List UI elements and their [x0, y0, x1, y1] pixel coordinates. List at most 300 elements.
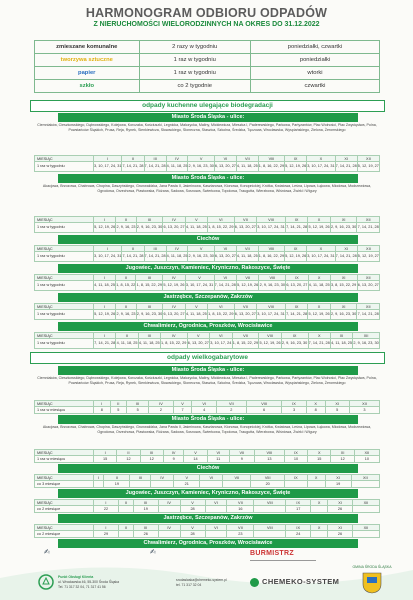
month-header-label: MIESIĄC [35, 500, 94, 506]
contact-tel: tel. 71 317 32 04 [176, 583, 202, 587]
month-header: IV [163, 304, 185, 310]
pickup-days-cell: 6 [246, 407, 282, 414]
type-row [35, 80, 380, 93]
type-row [35, 41, 380, 54]
pickup-days-cell: 5, 12, 19, 27 [357, 252, 379, 262]
month-header: VII [232, 333, 259, 339]
schedule-row [35, 252, 380, 262]
month-header: XII [349, 401, 379, 407]
month-header: II [110, 401, 127, 407]
month-header: IX [285, 217, 307, 223]
month-header: I [94, 333, 116, 339]
contact-phone: Tel. 71 317 32 04, 71 317 41 56 [58, 585, 106, 589]
month-header: I [94, 246, 122, 252]
pickup-days-cell: 26 [133, 531, 158, 538]
pickup-days-cell: 7, 14, 21, 28 [122, 162, 144, 172]
month-header: II [122, 156, 144, 162]
schedule-table [34, 216, 380, 233]
pickup-days-cell: 6, 13, 20, 27 [234, 223, 256, 233]
type-frequency: co 2 tygodnie [139, 80, 250, 93]
area-bar: Jastrzębce, Szczepanów, Zakrzów [58, 293, 358, 302]
pickup-days-cell: 3, 10, 17, 24, 31 [307, 252, 335, 262]
type-name: zmieszane komunalne [35, 41, 140, 54]
type-frequency: 2 razy w tygodniu [139, 41, 250, 54]
schedule-table [34, 449, 380, 463]
pickup-days-cell: 6, 13, 20, 27 [357, 281, 380, 291]
pickup-days-cell: 4, 11, 18, 25 [166, 162, 188, 172]
month-header: VII [236, 275, 258, 281]
pickup-days-cell: 5, 12, 19, 26 [94, 310, 116, 320]
frequency-label: 1 raz w miesiącu [35, 407, 94, 414]
schedule-table [34, 274, 380, 291]
schedule-row [35, 506, 380, 513]
frequency-label: 1 raz w tygodniu [35, 281, 94, 291]
pickup-days-cell: 7, 14, 21, 28 [214, 281, 236, 291]
area-bar: Miasto Środa Śląska - ulice: [58, 415, 358, 424]
month-header: X [307, 475, 325, 481]
signature-2: ✍ [150, 549, 156, 556]
month-header: VII [223, 475, 251, 481]
schedule-table [34, 332, 380, 349]
pickup-days-cell: 7, 14, 21, 28 [285, 310, 307, 320]
schedule-table [34, 245, 380, 262]
schedule-table [34, 474, 380, 488]
frequency-label: 1 raz w tygodniu [35, 339, 94, 349]
area-bar: Jastrzębce, Szczepanów, Zakrzów [58, 514, 358, 523]
month-header: IX [286, 500, 311, 506]
pickup-days-cell: 3, 10, 17, 24, 31 [94, 162, 122, 172]
pickup-days-cell: 2, 9, 16, 23, 30 [330, 310, 357, 320]
month-header: VIII [257, 217, 286, 223]
month-header: VII [227, 525, 254, 531]
month-header-label: MIESIĄC [35, 275, 94, 281]
area-bar: Ciechów [58, 464, 358, 473]
pickup-days-cell: 4, 11, 18, 25 [116, 339, 138, 349]
street-list: Ciemniaków, Cieszkowskiego, Dąbrowskiego, Kolejowa, Korczaka, Kościuszki, Legnicka, Malczycka, Maliny, Mickiewicza, Mieszka I, Paderewskiego, Parkowa, Partyzantów, Plac Wolności, Plac Zwycięstwa, Polna, Powstańców Śląskich, Prusa, Reja, Rynek, Sienkiewicza, Słowackiego, Słoneczna, Staszica, Szkolna, Średzka, Tęczowa, Wrocławska, Wyspiańskiego, Zielona, Żeromskiego [37, 123, 377, 132]
pickup-days-cell: 29 [94, 531, 119, 538]
month-header: XII [353, 333, 380, 339]
month-header: XI [335, 246, 357, 252]
month-header: VII [229, 450, 254, 456]
area-bar: Miasto Środa Śląska - ulice: [58, 174, 358, 183]
pickup-days-cell: 7, 14, 21, 28 [357, 310, 380, 320]
pickup-days-cell: 3, 10, 17, 24, 31 [94, 252, 122, 262]
pickup-days-cell: 11 [207, 456, 229, 463]
month-header: VIII [254, 525, 286, 531]
month-header: IX [281, 333, 308, 339]
month-header: XI [330, 304, 357, 310]
pickup-days-cell [130, 481, 151, 488]
month-header-label: MIESIĄC [35, 333, 94, 339]
month-header: VI [200, 475, 223, 481]
pickup-days-cell: 5 [325, 407, 349, 414]
month-header: V [180, 525, 205, 531]
waste-types-table [34, 40, 380, 93]
pickup-days-cell: 19 [104, 481, 130, 488]
contact-email[interactable]: srodaslaska@chemeko-system.pl [176, 578, 227, 582]
month-header: IX [284, 450, 307, 456]
month-header: XII [357, 217, 380, 223]
month-header: VI [207, 304, 234, 310]
pickup-days-cell: 1, 8, 15, 22, 29 [207, 223, 234, 233]
pickup-days-cell: 26 [328, 531, 353, 538]
pickup-days-cell [352, 506, 379, 513]
month-header: XII [352, 525, 379, 531]
pickup-days-cell: 10 [284, 456, 307, 463]
pickup-days-cell: 2, 9, 16, 23, 30 [281, 339, 308, 349]
type-days: poniedziałki [250, 54, 379, 67]
month-header: XI [328, 525, 353, 531]
month-header: II [117, 450, 140, 456]
month-header: X [308, 275, 330, 281]
signature-1: ✍ [44, 549, 50, 556]
month-header: V [173, 401, 192, 407]
schedule-row [35, 162, 380, 172]
schedule-row [35, 281, 380, 291]
pickup-days-cell: 1, 8, 16, 22, 29 [258, 252, 284, 262]
schedule-row [35, 407, 380, 414]
frequency-label: 1 raz w miesiącu [35, 456, 94, 463]
pickup-days-cell: 10 [354, 456, 379, 463]
pickup-days-cell: 4, 11, 18, 25 [138, 339, 160, 349]
month-header-label: MIESIĄC [35, 217, 94, 223]
pickup-days-cell: 4, 11, 18, 25 [236, 162, 258, 172]
month-header: IX [286, 275, 308, 281]
month-header: IV [158, 525, 180, 531]
month-header: VIII [254, 450, 284, 456]
footer-web [176, 578, 227, 588]
month-header: XI [331, 450, 354, 456]
month-header: X [311, 525, 328, 531]
month-header: VII [236, 246, 258, 252]
month-header: I [94, 475, 104, 481]
month-header: III [144, 246, 166, 252]
month-header: XI [325, 401, 349, 407]
pickup-days-cell: 23 [227, 531, 254, 538]
coat-of-arms-icon [362, 572, 382, 594]
frequency-label: 1 raz w tygodniu [35, 252, 94, 262]
month-header-label: MIESIĄC [35, 246, 94, 252]
month-header: VI [205, 500, 227, 506]
footer-wave [0, 548, 413, 600]
month-header: XII [357, 156, 379, 162]
month-header: V [184, 450, 207, 456]
schedule-row [35, 339, 380, 349]
month-header-label: MIESIĄC [35, 525, 94, 531]
month-header: IV [163, 217, 185, 223]
month-header: X [308, 333, 330, 339]
pickup-days-cell: 17 [286, 506, 311, 513]
street-list: Ciemniaków, Cieszkowskiego, Dąbrowskiego, Kolejowa, Korczaka, Kościuszki, Legnicka, Malczycka, Maliny, Mickiewicza, Mieszka I, Paderewskiego, Parkowa, Partyzantów, Plac Wolności, Plac Zwycięstwa, Polna, Powstańców Śląskich, Prusa, Reja, Rynek, Sienkiewicza, Słowackiego, Słoneczna, Staszica, Szkolna, Średzka, Tęczowa, Wrocławska, Wyspiańskiego, Zielona, Żeromskiego [37, 376, 377, 385]
schedule-row [35, 531, 380, 538]
contact-title: Punkt Obsługi Klienta [58, 575, 94, 579]
pickup-days-cell: 19 [325, 481, 351, 488]
pickup-days-cell: 4, 11, 18, 25 [236, 252, 258, 262]
recycle-icon [38, 574, 54, 590]
schedule-table [34, 499, 380, 513]
pickup-days-cell [284, 481, 307, 488]
pickup-days-cell: 5 [110, 407, 127, 414]
month-header: IV [151, 475, 174, 481]
pickup-days-cell: 2 [149, 407, 173, 414]
month-header: X [306, 401, 325, 407]
month-header: II [104, 475, 130, 481]
month-header: VI [210, 333, 232, 339]
month-header: V [185, 217, 207, 223]
pickup-days-cell: 4, 11, 18, 25 [166, 252, 188, 262]
pickup-days-cell: 20 [251, 481, 284, 488]
pickup-days-cell: 24 [286, 531, 311, 538]
pickup-days-cell: 26 [328, 506, 353, 513]
pickup-days-cell [200, 481, 223, 488]
pickup-days-cell [254, 531, 286, 538]
type-row [35, 54, 380, 67]
gmina-label: GMINA ŚRODA ŚLĄSKA [352, 565, 392, 569]
month-header: VII [234, 304, 256, 310]
month-header: XI [335, 156, 357, 162]
pickup-days-cell [307, 481, 325, 488]
schedule-table [34, 303, 380, 320]
schedule-row [35, 456, 380, 463]
month-header: X [308, 450, 331, 456]
month-header: II [116, 217, 136, 223]
area-bar: Miasto Środa Śląska - ulice: [58, 366, 358, 375]
month-header: X [308, 304, 330, 310]
pickup-days-cell: 1, 8, 15, 22, 29 [160, 339, 187, 349]
footer-contact [58, 575, 119, 590]
pickup-days-cell: 5, 12, 19, 26 [259, 339, 281, 349]
month-header: XII [357, 304, 380, 310]
month-header: II [116, 304, 136, 310]
month-header: XI [328, 500, 353, 506]
schedule-table [34, 400, 380, 414]
pickup-days-cell: 8 [94, 407, 111, 414]
month-header: IV [163, 450, 183, 456]
month-header: XI [325, 475, 351, 481]
pickup-days-cell: 8 [306, 407, 325, 414]
schedule-row [35, 223, 380, 233]
month-header-label: MIESIĄC [35, 450, 94, 456]
month-header: IV [160, 333, 187, 339]
pickup-days-cell: 15 [94, 456, 117, 463]
month-header: X [307, 156, 335, 162]
month-header: IX [286, 525, 311, 531]
pickup-days-cell: 2, 9, 16, 23, 30 [259, 281, 286, 291]
pickup-days-cell: 2, 9, 16, 23 [116, 310, 136, 320]
month-header: III [127, 401, 149, 407]
month-header: IV [149, 401, 173, 407]
month-header: VIII [257, 304, 286, 310]
month-header: XII [357, 275, 380, 281]
company-name: CHEMEKO-SYSTEM [262, 577, 340, 586]
pickup-days-cell: 7, 14, 21, 28 [285, 223, 307, 233]
type-days: poniedziałki, czwartki [250, 41, 379, 54]
pickup-days-cell [151, 481, 174, 488]
month-header: IV [166, 156, 188, 162]
month-header: II [116, 275, 136, 281]
pickup-days-cell: 4, 11, 18, 25 [185, 310, 207, 320]
pickup-days-cell: 16 [227, 506, 254, 513]
month-header: II [116, 333, 138, 339]
frequency-label: co 2 miesiące [35, 506, 94, 513]
pickup-days-cell: 21 [174, 481, 200, 488]
month-header: III [130, 475, 151, 481]
page-title: HARMONOGRAM ODBIORU ODPADÓW [85, 6, 328, 20]
company-logo [250, 577, 339, 587]
pickup-days-cell: 28 [180, 506, 205, 513]
month-header-label: MIESIĄC [35, 401, 94, 407]
month-header: I [94, 401, 111, 407]
month-header: V [185, 304, 207, 310]
type-frequency: 1 raz w tygodniu [139, 54, 250, 67]
month-header: VII [216, 401, 246, 407]
stamp-text: BURMISTRZ [250, 550, 294, 557]
pickup-days-cell: 4, 11, 18, 25 [308, 281, 330, 291]
pickup-days-cell [118, 506, 133, 513]
pickup-days-cell: 5, 12, 19, 26 [285, 162, 307, 172]
month-header: V [187, 333, 209, 339]
pickup-days-cell: 15 [308, 456, 331, 463]
pickup-days-cell: 3, 8, 15, 22, 29 [330, 281, 357, 291]
area-bar: Jugowiec, Juszczyn, Kamieniec, Kryniczno, Rakoszyce, Święte [58, 264, 358, 273]
pickup-days-cell: 5 [127, 407, 149, 414]
pickup-days-cell: 4, 11, 18, 25 [94, 281, 116, 291]
pickup-days-cell [351, 481, 379, 488]
area-bar: Ciechów [58, 235, 358, 244]
pickup-days-cell: 2, 9, 16, 23 [116, 223, 136, 233]
month-header: III [136, 275, 163, 281]
pickup-days-cell: 12 [140, 456, 163, 463]
pickup-days-cell: 12 [331, 456, 354, 463]
month-header: V [188, 156, 214, 162]
pickup-days-cell: 2, 9, 16, 23, 30 [188, 252, 214, 262]
month-header-label: MIESIĄC [35, 475, 94, 481]
month-header: IX [282, 401, 306, 407]
month-header: VIII [258, 156, 284, 162]
street-list: Akacjowa, Brzozowa, Chabrowa, Chopina, Daszyńskiego, Grunwaldzka, Jana Pawła II, Jaśminowa, Kasztanowa, Klonowa, Konopnickiej, Krótka, Kwiatowa, Leśna, Lipowa, Łąkowa, Miodowa, Modrzewiowa, Ogrodowa, Orzechowa, Piastowska, Różana, Sadowa, Sosnowa, Świerkowa, Topolowa, Traugutta, Wierzbowa, Wiśniowa, Żwirki i Wigury [42, 184, 372, 193]
pickup-days-cell: 6, 13, 20, 27 [214, 162, 236, 172]
pickup-days-cell: 7, 14, 21, 28 [144, 252, 166, 262]
month-header: VI [214, 156, 236, 162]
month-header: XI [330, 275, 357, 281]
type-row [35, 67, 380, 80]
month-header: IX [285, 246, 307, 252]
frequency-label: co 3 miesiące [35, 481, 94, 488]
pickup-days-cell [223, 481, 251, 488]
month-header: I [94, 450, 117, 456]
pickup-days-cell: 7, 14, 21, 28 [308, 339, 330, 349]
pickup-days-cell: 2, 9, 16, 23, 30 [136, 223, 163, 233]
month-header: I [94, 275, 116, 281]
pickup-days-cell: 1, 8, 15, 22, 29 [207, 310, 234, 320]
pickup-days-cell: 3 [282, 407, 306, 414]
pickup-days-cell: 6, 13, 20, 27 [163, 223, 185, 233]
company-logo-icon [250, 578, 259, 587]
month-header: XI [330, 333, 352, 339]
month-header: VII [236, 156, 258, 162]
pickup-days-cell: 28 [180, 531, 205, 538]
pickup-days-cell: 5, 12, 19, 26 [94, 223, 116, 233]
pickup-days-cell: 2, 9, 16, 23, 30 [136, 310, 163, 320]
month-header: V [185, 275, 214, 281]
frequency-label: 1 raz w tygodniu [35, 162, 94, 172]
month-header: II [118, 525, 133, 531]
month-header: XII [352, 500, 379, 506]
pickup-days-cell: 5, 12, 19, 26 [163, 281, 185, 291]
pickup-days-cell: 14 [184, 456, 207, 463]
month-header: VIII [259, 333, 281, 339]
month-header: X [311, 500, 328, 506]
area-bar: Jugowiec, Juszczyn, Kamieniec, Kryniczno, Rakoszyce, Święte [58, 489, 358, 498]
schedule-table [34, 155, 380, 172]
pickup-days-cell: 3, 10, 17, 24, 31 [185, 281, 214, 291]
pickup-days-cell [352, 531, 379, 538]
month-header: VI [214, 246, 236, 252]
pickup-days-cell: 5, 12, 19, 26 [308, 223, 330, 233]
pickup-days-cell: 6, 13, 20, 27 [214, 252, 236, 262]
pickup-days-cell [205, 531, 227, 538]
pickup-days-cell [94, 481, 104, 488]
month-header: V [180, 500, 205, 506]
month-header: IV [158, 500, 180, 506]
month-header-label: MIESIĄC [35, 156, 94, 162]
type-frequency: 1 raz w tygodniu [139, 67, 250, 80]
pickup-days-cell: 6, 13, 20, 27 [187, 339, 209, 349]
pickup-days-cell [118, 531, 133, 538]
contact-address: ul. Wrocławska 46, 55-300 Środa Śląska [58, 580, 119, 584]
page-subtitle: Z NIERUCHOMOŚCI WIELORODZINNYCH NA OKRES DO 31.12.2022 [93, 21, 320, 28]
month-header: IX [285, 304, 307, 310]
month-header: VI [207, 450, 229, 456]
pickup-days-cell: 5, 12, 19, 26 [285, 252, 307, 262]
month-header: III [138, 333, 160, 339]
pickup-days-cell: 3, 10, 17, 24, 31 [257, 310, 286, 320]
type-name: szkło [35, 80, 140, 93]
pickup-days-cell: 5, 12, 19, 26 [236, 281, 258, 291]
pickup-days-cell: 2 [216, 407, 246, 414]
month-header: VIII [258, 246, 284, 252]
stamp-line [250, 560, 316, 567]
pickup-days-cell [311, 506, 328, 513]
pickup-days-cell: 22 [94, 506, 119, 513]
month-header: III [144, 156, 166, 162]
mayor-stamp [250, 548, 316, 568]
month-header: III [133, 525, 158, 531]
month-header: I [94, 156, 122, 162]
month-header: XI [330, 217, 357, 223]
pickup-days-cell: 4, 11, 18, 25 [330, 339, 352, 349]
schedule-table [34, 524, 380, 538]
month-header: V [188, 246, 214, 252]
pickup-days-cell: 7, 14, 21, 28 [144, 162, 166, 172]
month-header: III [140, 450, 163, 456]
month-header: III [136, 304, 163, 310]
month-header: VIII [246, 401, 282, 407]
schedule-row [35, 481, 380, 488]
pickup-days-cell: 5, 12, 19, 26 [308, 310, 330, 320]
pickup-days-cell: 4 [192, 407, 216, 414]
pickup-days-cell: 12 [117, 456, 140, 463]
type-days: wtorki [250, 67, 379, 80]
pickup-days-cell: 6, 13, 20, 27 [286, 281, 308, 291]
month-header: VIII [259, 275, 286, 281]
street-list: Akacjowa, Brzozowa, Chabrowa, Chopina, Daszyńskiego, Grunwaldzka, Jana Pawła II, Jaśminowa, Kasztanowa, Klonowa, Konopnickiej, Krótka, Kwiatowa, Leśna, Lipowa, Łąkowa, Miodowa, Modrzewiowa, Ogrodowa, Orzechowa, Piastowska, Różana, Sadowa, Sosnowa, Świerkowa, Topolowa, Traugutta, Wierzbowa, Wiśniowa, Żwirki i Wigury [42, 425, 372, 434]
month-header: II [118, 500, 133, 506]
month-header: VII [227, 500, 254, 506]
pickup-days-cell [158, 531, 180, 538]
pickup-days-cell: 7 [173, 407, 192, 414]
pickup-days-cell: 4, 11, 18, 25 [185, 223, 207, 233]
